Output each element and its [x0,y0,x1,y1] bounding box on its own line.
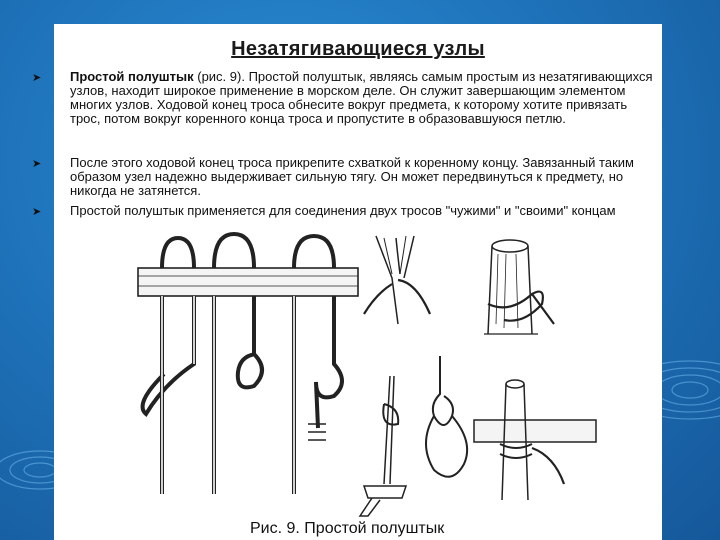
tree-fork-drawing [364,236,430,324]
bullet-lead: Простой полуштык [70,69,194,84]
arrow-bullet-icon: ➤ [32,158,42,170]
arrow-bullet-icon: ➤ [32,72,42,84]
content-panel [32,24,662,540]
bullet-text: После этого ходовой конец троса прикрепите схваткой к коренному концу. Завязанный таким образом узел надежно выдерживает сильную тягу. Он может передвинуться к предмету, но никогда не затянется. [70,155,634,198]
beam-knot-drawing [138,234,358,494]
post-beam-drawing [474,380,596,500]
bullet-text: (рис. 9). Простой полуштык, являясь самым простым из незатягивающихся узлов, находит широкое применение в морском деле. Он служит завершающим элементом многих узлов. Ходовой конец троса обнесите вокруг предмета, к которому хотите привязать трос, потом вокруг коренного конца троса и пропустите в образовавшуюся петлю. [70,69,653,126]
arrow-bullet-icon: ➤ [32,206,42,218]
slide-title: Незатягивающиеся узлы [231,38,485,60]
hammer-noose-drawing [360,356,467,516]
figure-caption: Рис. 9. Простой полуштык [250,520,445,537]
knot-illustration [54,24,662,540]
bullet-text: Простой полуштык применяется для соединения двух тросов "чужими" и "своими" концам [70,203,616,218]
post-drawing [484,240,554,334]
